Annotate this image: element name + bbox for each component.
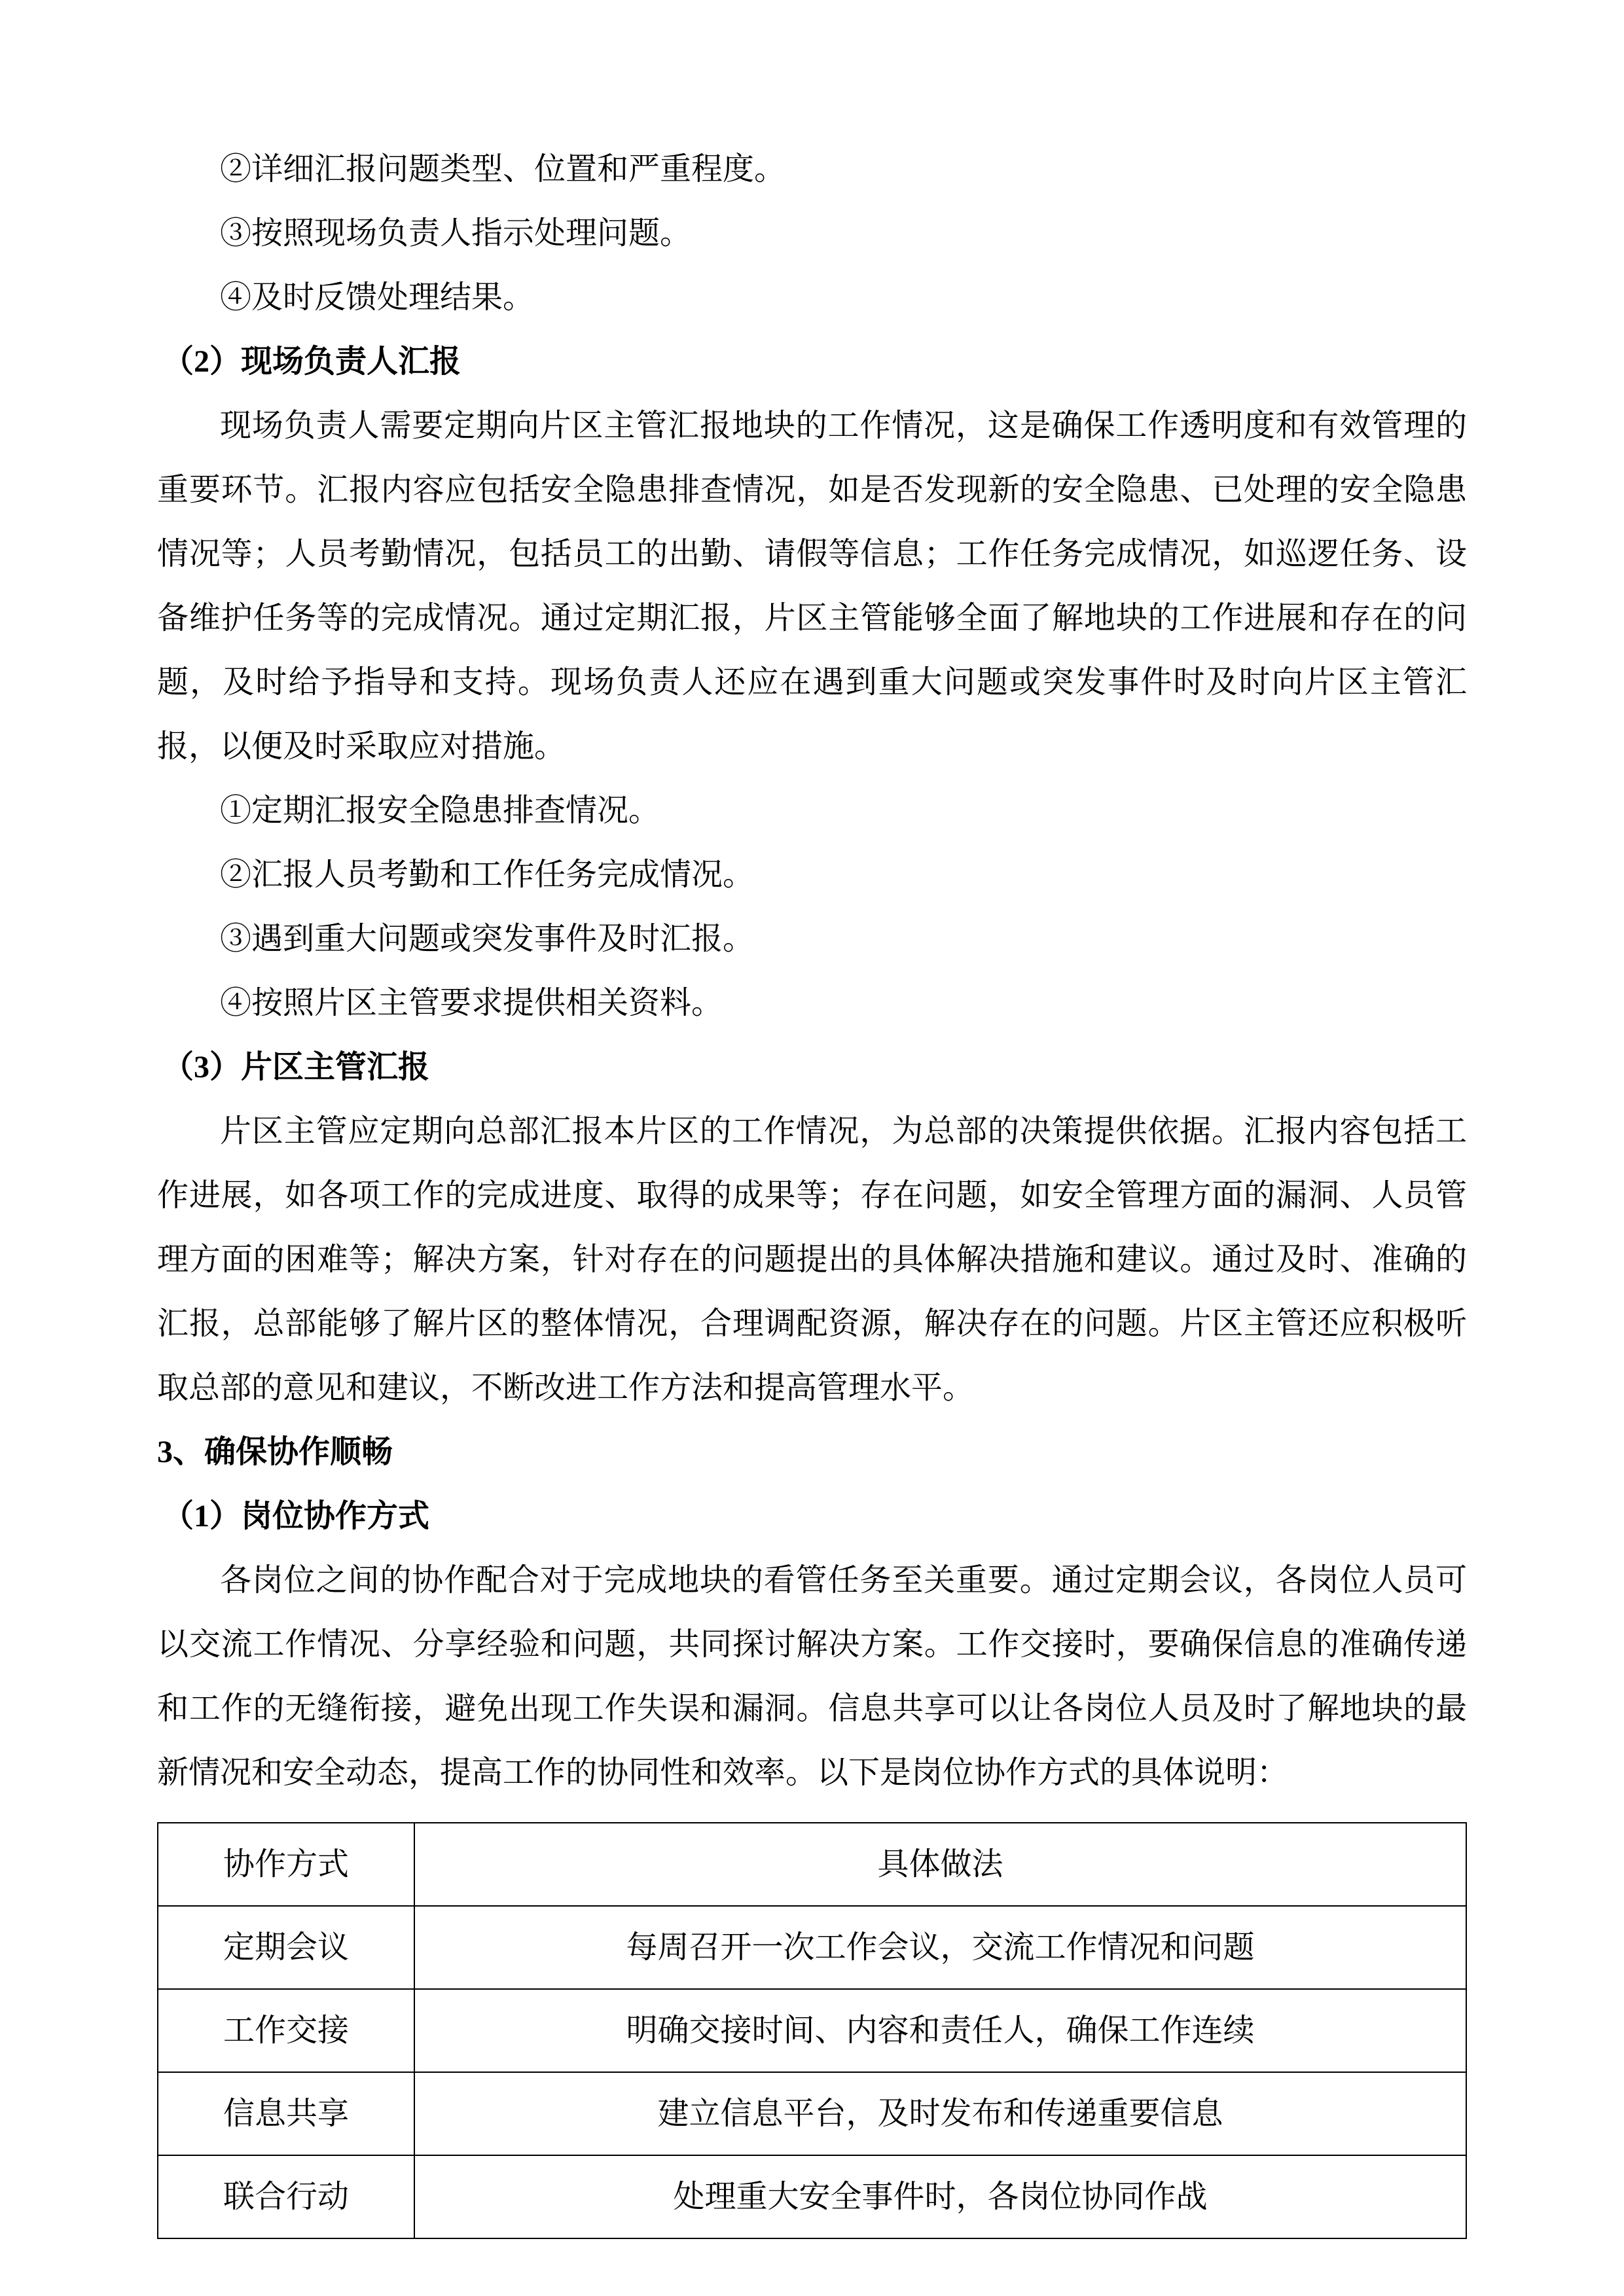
body-paragraph-site-leader: 现场负责人需要定期向片区主管汇报地块的工作情况，这是确保工作透明度和有效管理的重要环节。汇报内容应包括安全隐患排查情况，如是否发现新的安全隐患、已处理的安全隐患情况等；人员考勤情况，包括员工的出勤、请假等信息；工作任务完成情况，如巡逻任务、设备维护任务等的完成情况。通过定期汇报，片区主管能够全面了解地块的工作进展和存在的问题，及时给予指导和支持。现场负责人还应在遇到重大问题或突发事件时及时向片区主管汇报，以便及时采取应对措施。 [157,408,1467,764]
table-header-row [158,1823,1466,1906]
body-paragraph-coop: 各岗位之间的协作配合对于完成地块的看管任务至关重要。通过定期会议，各岗位人员可以交流工作情况、分享经验和问题，共同探讨解决方案。工作交接时，要确保信息的准确传递和工作的无缝衔接，避免出现工作失误和漏洞。信息共享可以让各岗位人员及时了解地块的最新情况和安全动态，提高工作的协同性和效率。以下是岗位协作方式的具体说明： [157,1563,1467,1790]
table-cell: 工作交接 [158,1989,414,2072]
numbered-item: ④及时反馈处理结果。 [220,280,535,315]
table-cell: 定期会议 [158,1906,414,1989]
body-paragraph-area-manager: 片区主管应定期向总部汇报本片区的工作情况，为总部的决策提供依据。汇报内容包括工作进展，如各项工作的完成进度、取得的成果等；存在问题，如安全管理方面的漏洞、人员管理方面的困难等；解决方案，针对存在的问题提出的具体解决措施和建议。通过及时、准确的汇报，总部能够了解片区的整体情况，合理调配资源，解决存在的问题。片区主管还应积极听取总部的意见和建议，不断改进工作方法和提高管理水平。 [157,1114,1467,1405]
table-header-cell: 具体做法 [414,1823,1466,1906]
collaboration-table [157,1822,1467,2239]
table-cell: 联合行动 [158,2155,414,2238]
table-row [158,2072,1466,2155]
table-cell: 每周召开一次工作会议，交流工作情况和问题 [414,1906,1466,1989]
numbered-item: ④按照片区主管要求提供相关资料。 [220,986,723,1020]
table-cell: 处理重大安全事件时，各岗位协同作战 [414,2155,1466,2238]
numbered-item: ①定期汇报安全隐患排查情况。 [220,793,660,828]
table-cell: 信息共享 [158,2072,414,2155]
numbered-item: ②详细汇报问题类型、位置和严重程度。 [220,152,786,187]
table-cell: 明确交接时间、内容和责任人，确保工作连续 [414,1989,1466,2072]
table-row [158,1906,1466,1989]
subsection-heading-site-leader: （2）现场负责人汇报 [162,344,461,379]
table-header-cell: 协作方式 [158,1823,414,1906]
table-row [158,1989,1466,2072]
subsection-heading-area-manager: （3）片区主管汇报 [162,1050,430,1085]
table-cell: 建立信息平台，及时发布和传递重要信息 [414,2072,1466,2155]
numbered-item: ③按照现场负责人指示处理问题。 [220,216,692,251]
document-content [157,137,1467,2239]
table-row [158,2155,1466,2238]
section-heading-collaboration: 3、确保协作顺畅 [157,1435,393,1469]
numbered-item: ③遇到重大问题或突发事件及时汇报。 [220,922,755,956]
subsection-heading-coop-mode: （1）岗位协作方式 [162,1499,430,1534]
numbered-item: ②汇报人员考勤和工作任务完成情况。 [220,857,755,892]
